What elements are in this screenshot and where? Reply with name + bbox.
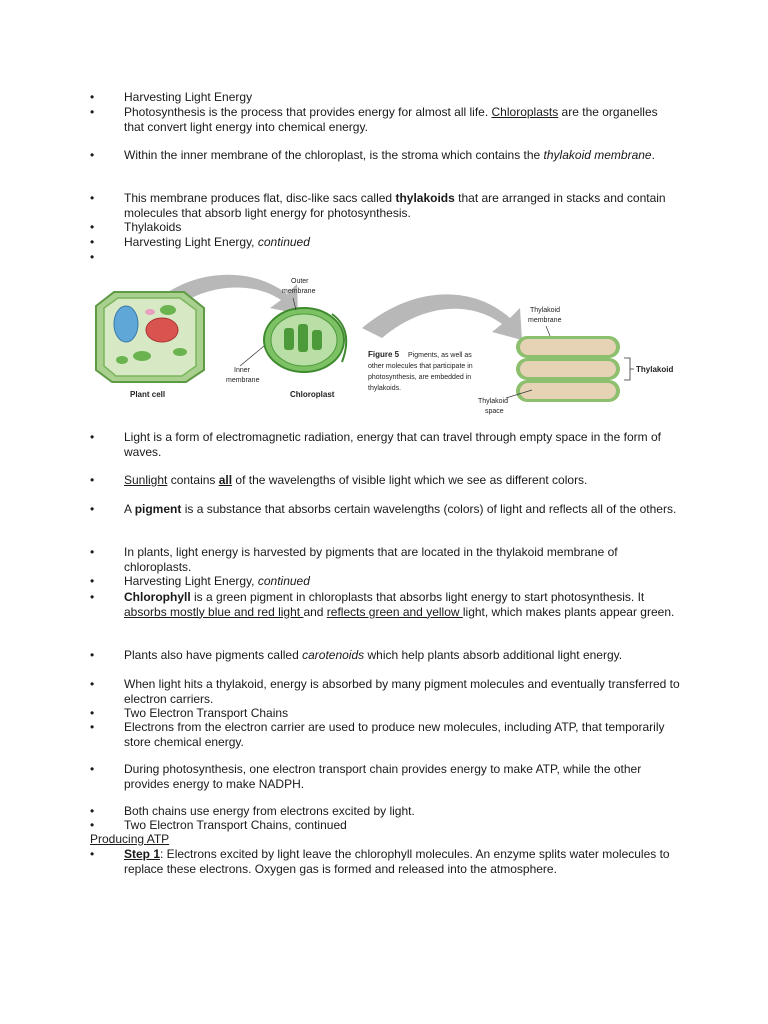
bullet: • bbox=[90, 706, 95, 720]
figure-caption-line-4: thylakoids. bbox=[368, 385, 402, 392]
plant-cell-drawing bbox=[96, 292, 204, 382]
list-item bbox=[90, 804, 680, 819]
figure-caption-line-1: Pigments, as well as bbox=[408, 352, 472, 359]
outer-membrane-label-1: Outer bbox=[291, 278, 309, 285]
list-item bbox=[90, 105, 680, 134]
bullet: • bbox=[90, 90, 95, 104]
chloroplast-label: Chloroplast bbox=[290, 390, 335, 399]
list-item bbox=[90, 720, 680, 749]
bullet: • bbox=[90, 473, 95, 487]
item-text: A pigment is a substance that absorbs certain wavelengths (colors) of light and reflects all of the others. bbox=[124, 502, 677, 516]
list-item bbox=[90, 191, 680, 220]
item-text: In plants, light energy is harvested by pigments that are located in the thylakoid membrane of chloroplasts. bbox=[124, 545, 618, 574]
chloroplast-figure bbox=[92, 266, 680, 416]
list-item bbox=[90, 502, 680, 517]
plant-cell-label: Plant cell bbox=[130, 390, 166, 399]
list-item bbox=[90, 473, 680, 488]
bullet: • bbox=[90, 430, 95, 444]
inner-membrane-label-1: Inner bbox=[234, 367, 250, 374]
list-item bbox=[90, 677, 680, 706]
item-text: Sunlight contains all of the wavelengths of visible light which we see as different colors. bbox=[124, 473, 588, 487]
bullet: • bbox=[90, 590, 95, 604]
item-text: During photosynthesis, one electron transport chain provides energy to make ATP, while the other provides energy to make NADPH. bbox=[124, 762, 642, 791]
bullet: • bbox=[90, 818, 95, 832]
bullet: • bbox=[90, 720, 95, 734]
item-text: Electrons from the electron carrier are used to produce new molecules, including ATP, that temporarily store chemical energy. bbox=[124, 720, 665, 749]
outer-membrane-label-2: membrane bbox=[282, 288, 316, 295]
list-item bbox=[90, 148, 680, 163]
item-text: Harvesting Light Energy, continued bbox=[124, 235, 310, 249]
list-item bbox=[90, 90, 680, 105]
producing-atp-heading: Producing ATP bbox=[90, 832, 170, 846]
bullet: • bbox=[90, 502, 95, 516]
bullet: • bbox=[90, 847, 95, 861]
item-text: Photosynthesis is the process that provides energy for almost all life. Chloroplasts are the organelles that convert light energy into chemical energy. bbox=[124, 105, 658, 134]
item-text: Step 1: Electrons excited by light leave the chlorophyll molecules. An enzyme splits water molecules to replace these electrons. Oxygen gas is formed and released into the atmosphere. bbox=[124, 847, 670, 876]
item-text: Both chains use energy from electrons excited by light. bbox=[124, 804, 415, 818]
figure-illustration bbox=[92, 266, 680, 416]
figure-caption-line-3: photosynthesis, are embedded in bbox=[368, 374, 472, 381]
list-item bbox=[90, 648, 680, 663]
figure-caption-line-2: other molecules that participate in bbox=[368, 363, 473, 370]
figure-caption-label: Figure 5 bbox=[368, 350, 400, 359]
bullet: • bbox=[90, 648, 95, 662]
bullet: • bbox=[90, 250, 95, 264]
list-item bbox=[90, 847, 680, 876]
list-item bbox=[90, 590, 680, 619]
thylakoid-membrane-label-1: Thylakoid bbox=[530, 307, 560, 314]
item-text: Two Electron Transport Chains bbox=[124, 706, 289, 720]
bullet: • bbox=[90, 762, 95, 776]
item-text: Harvesting Light Energy bbox=[124, 90, 253, 104]
bullet: • bbox=[90, 220, 95, 234]
item-text: Plants also have pigments called carotenoids which help plants absorb additional light energy. bbox=[124, 648, 623, 662]
bullet: • bbox=[90, 804, 95, 818]
bullet: • bbox=[90, 148, 95, 162]
item-text: This membrane produces flat, disc-like sacs called thylakoids that are arranged in stacks and contain molecules that absorb light energy for photosynthesis. bbox=[124, 191, 666, 220]
list-item bbox=[90, 220, 680, 235]
inner-membrane-label-2: membrane bbox=[226, 377, 260, 384]
thylakoid-membrane-label-2: membrane bbox=[528, 317, 562, 324]
list-item bbox=[90, 545, 680, 574]
list-item bbox=[90, 574, 680, 589]
bullet: • bbox=[90, 677, 95, 691]
item-text: Two Electron Transport Chains, continued bbox=[124, 818, 347, 832]
list-item bbox=[90, 762, 680, 791]
bullet: • bbox=[90, 235, 95, 249]
chloroplast-drawing bbox=[264, 308, 346, 372]
item-text: Harvesting Light Energy, continued bbox=[124, 574, 310, 588]
arrow-2 bbox=[362, 294, 522, 340]
bullet: • bbox=[90, 105, 95, 119]
thylakoid-space-label-1: Thylakoid bbox=[478, 398, 508, 405]
item-text: Thylakoids bbox=[124, 220, 182, 234]
list-item bbox=[90, 706, 680, 721]
chloroplasts-term: Chloroplasts bbox=[491, 105, 559, 119]
thylakoid-label: Thylakoid bbox=[636, 365, 674, 374]
list-item bbox=[90, 818, 680, 833]
item-text: Chlorophyll is a green pigment in chloroplasts that absorbs light energy to start photosynthesis. It absorbs mostly blue and red light and reflects green and yellow light, which makes plants appear green. bbox=[124, 590, 675, 619]
item-text: Light is a form of electromagnetic radiation, energy that can travel through empty space in the form of waves. bbox=[124, 430, 661, 459]
thylakoid-space-label-2: space bbox=[485, 408, 504, 415]
list-item bbox=[90, 235, 680, 250]
bullet: • bbox=[90, 545, 95, 559]
bullet: • bbox=[90, 191, 95, 205]
thylakoid-stack-drawing bbox=[516, 336, 620, 402]
list-item bbox=[90, 430, 680, 459]
bullet: • bbox=[90, 574, 95, 588]
item-text: Within the inner membrane of the chloroplast, is the stroma which contains the thylakoid membrane. bbox=[124, 148, 655, 162]
item-text: When light hits a thylakoid, energy is absorbed by many pigment molecules and eventually transferred to electron carriers. bbox=[124, 677, 680, 706]
